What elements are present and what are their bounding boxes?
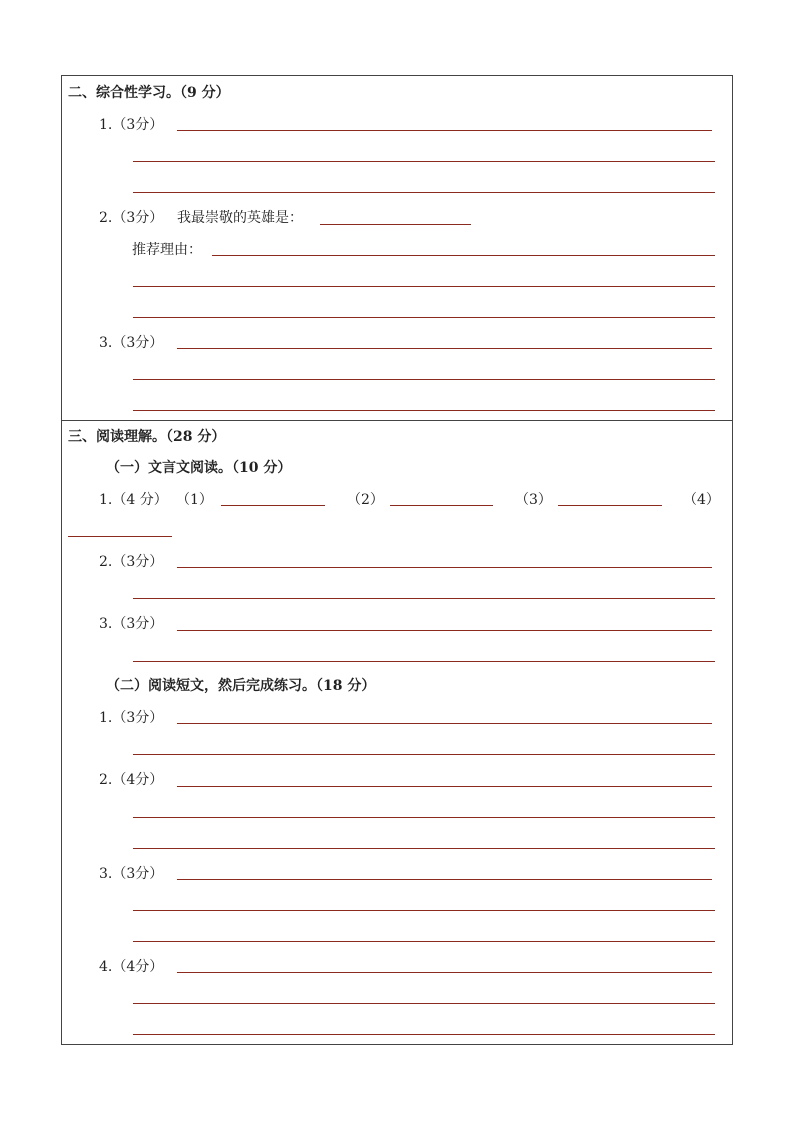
s2-q1-label: 1.（3分）: [99, 117, 164, 133]
s2-q2-answer-line-1[interactable]: [212, 255, 715, 256]
part-1-heading: （一）文言文阅读。（10 分）: [106, 460, 292, 476]
p1-q1-sub1-label: （1）: [176, 492, 213, 508]
p2-q1-label: 1.（3分）: [99, 710, 164, 726]
p1-q1-sub1-line[interactable]: [221, 505, 325, 506]
p2-q2-answer-line-1[interactable]: [177, 786, 712, 787]
p2-q3-answer-line-3[interactable]: [133, 941, 715, 942]
s2-q3-answer-line-2[interactable]: [133, 379, 715, 380]
s2-q1-answer-line-3[interactable]: [133, 192, 715, 193]
p1-q1-sub4-line[interactable]: [68, 536, 172, 537]
p2-q3-label: 3.（3分）: [99, 866, 164, 882]
section-divider: [61, 420, 733, 421]
s2-q3-label: 3.（3分）: [99, 335, 164, 351]
p2-q2-label: 2.（4分）: [99, 772, 164, 788]
p1-q2-label: 2.（3分）: [99, 554, 164, 570]
s2-q2-label: 2.（3分）: [99, 210, 164, 226]
p1-q1-sub2-line[interactable]: [390, 505, 493, 506]
p2-q1-answer-line-1[interactable]: [177, 723, 712, 724]
p2-q3-answer-line-1[interactable]: [177, 879, 712, 880]
p1-q1-sub3-label: （3）: [515, 492, 552, 508]
p1-q3-answer-line-2[interactable]: [133, 661, 715, 662]
p2-q4-label: 4.（4分）: [99, 959, 164, 975]
p1-q1-sub2-label: （2）: [347, 492, 384, 508]
s2-q2-answer-line-3[interactable]: [133, 317, 715, 318]
p1-q2-answer-line-1[interactable]: [177, 567, 712, 568]
p1-q1-label: 1.（4 分）: [99, 492, 168, 508]
part-2-heading: （二）阅读短文，然后完成练习。（18 分）: [106, 678, 376, 694]
p2-q4-answer-line-1[interactable]: [177, 972, 712, 973]
p1-q3-answer-line-1[interactable]: [177, 630, 712, 631]
s2-q1-answer-line-1[interactable]: [177, 130, 712, 131]
p2-q2-answer-line-2[interactable]: [133, 817, 715, 818]
p2-q3-answer-line-2[interactable]: [133, 910, 715, 911]
p1-q1-sub4-label: （4）: [683, 492, 720, 508]
p2-q4-answer-line-3[interactable]: [133, 1034, 715, 1035]
s2-q2-prompt: 我最崇敬的英雄是：: [177, 210, 303, 226]
s2-q2-reason-label: 推荐理由：: [132, 242, 202, 258]
p2-q4-answer-line-2[interactable]: [133, 1003, 715, 1004]
p2-q1-answer-line-2[interactable]: [133, 754, 715, 755]
s2-q3-answer-line-1[interactable]: [177, 348, 712, 349]
s2-q1-answer-line-2[interactable]: [133, 161, 715, 162]
p1-q1-sub3-line[interactable]: [558, 505, 662, 506]
p2-q2-answer-line-3[interactable]: [133, 848, 715, 849]
p1-q2-answer-line-2[interactable]: [133, 598, 715, 599]
section-2-heading: 二、综合性学习。（9 分）: [68, 85, 230, 101]
s2-q3-answer-line-3[interactable]: [133, 410, 715, 411]
s2-q2-hero-line[interactable]: [320, 224, 471, 225]
p1-q3-label: 3.（3分）: [99, 616, 164, 632]
section-3-heading: 三、阅读理解。（28 分）: [68, 429, 226, 445]
s2-q2-answer-line-2[interactable]: [133, 286, 715, 287]
